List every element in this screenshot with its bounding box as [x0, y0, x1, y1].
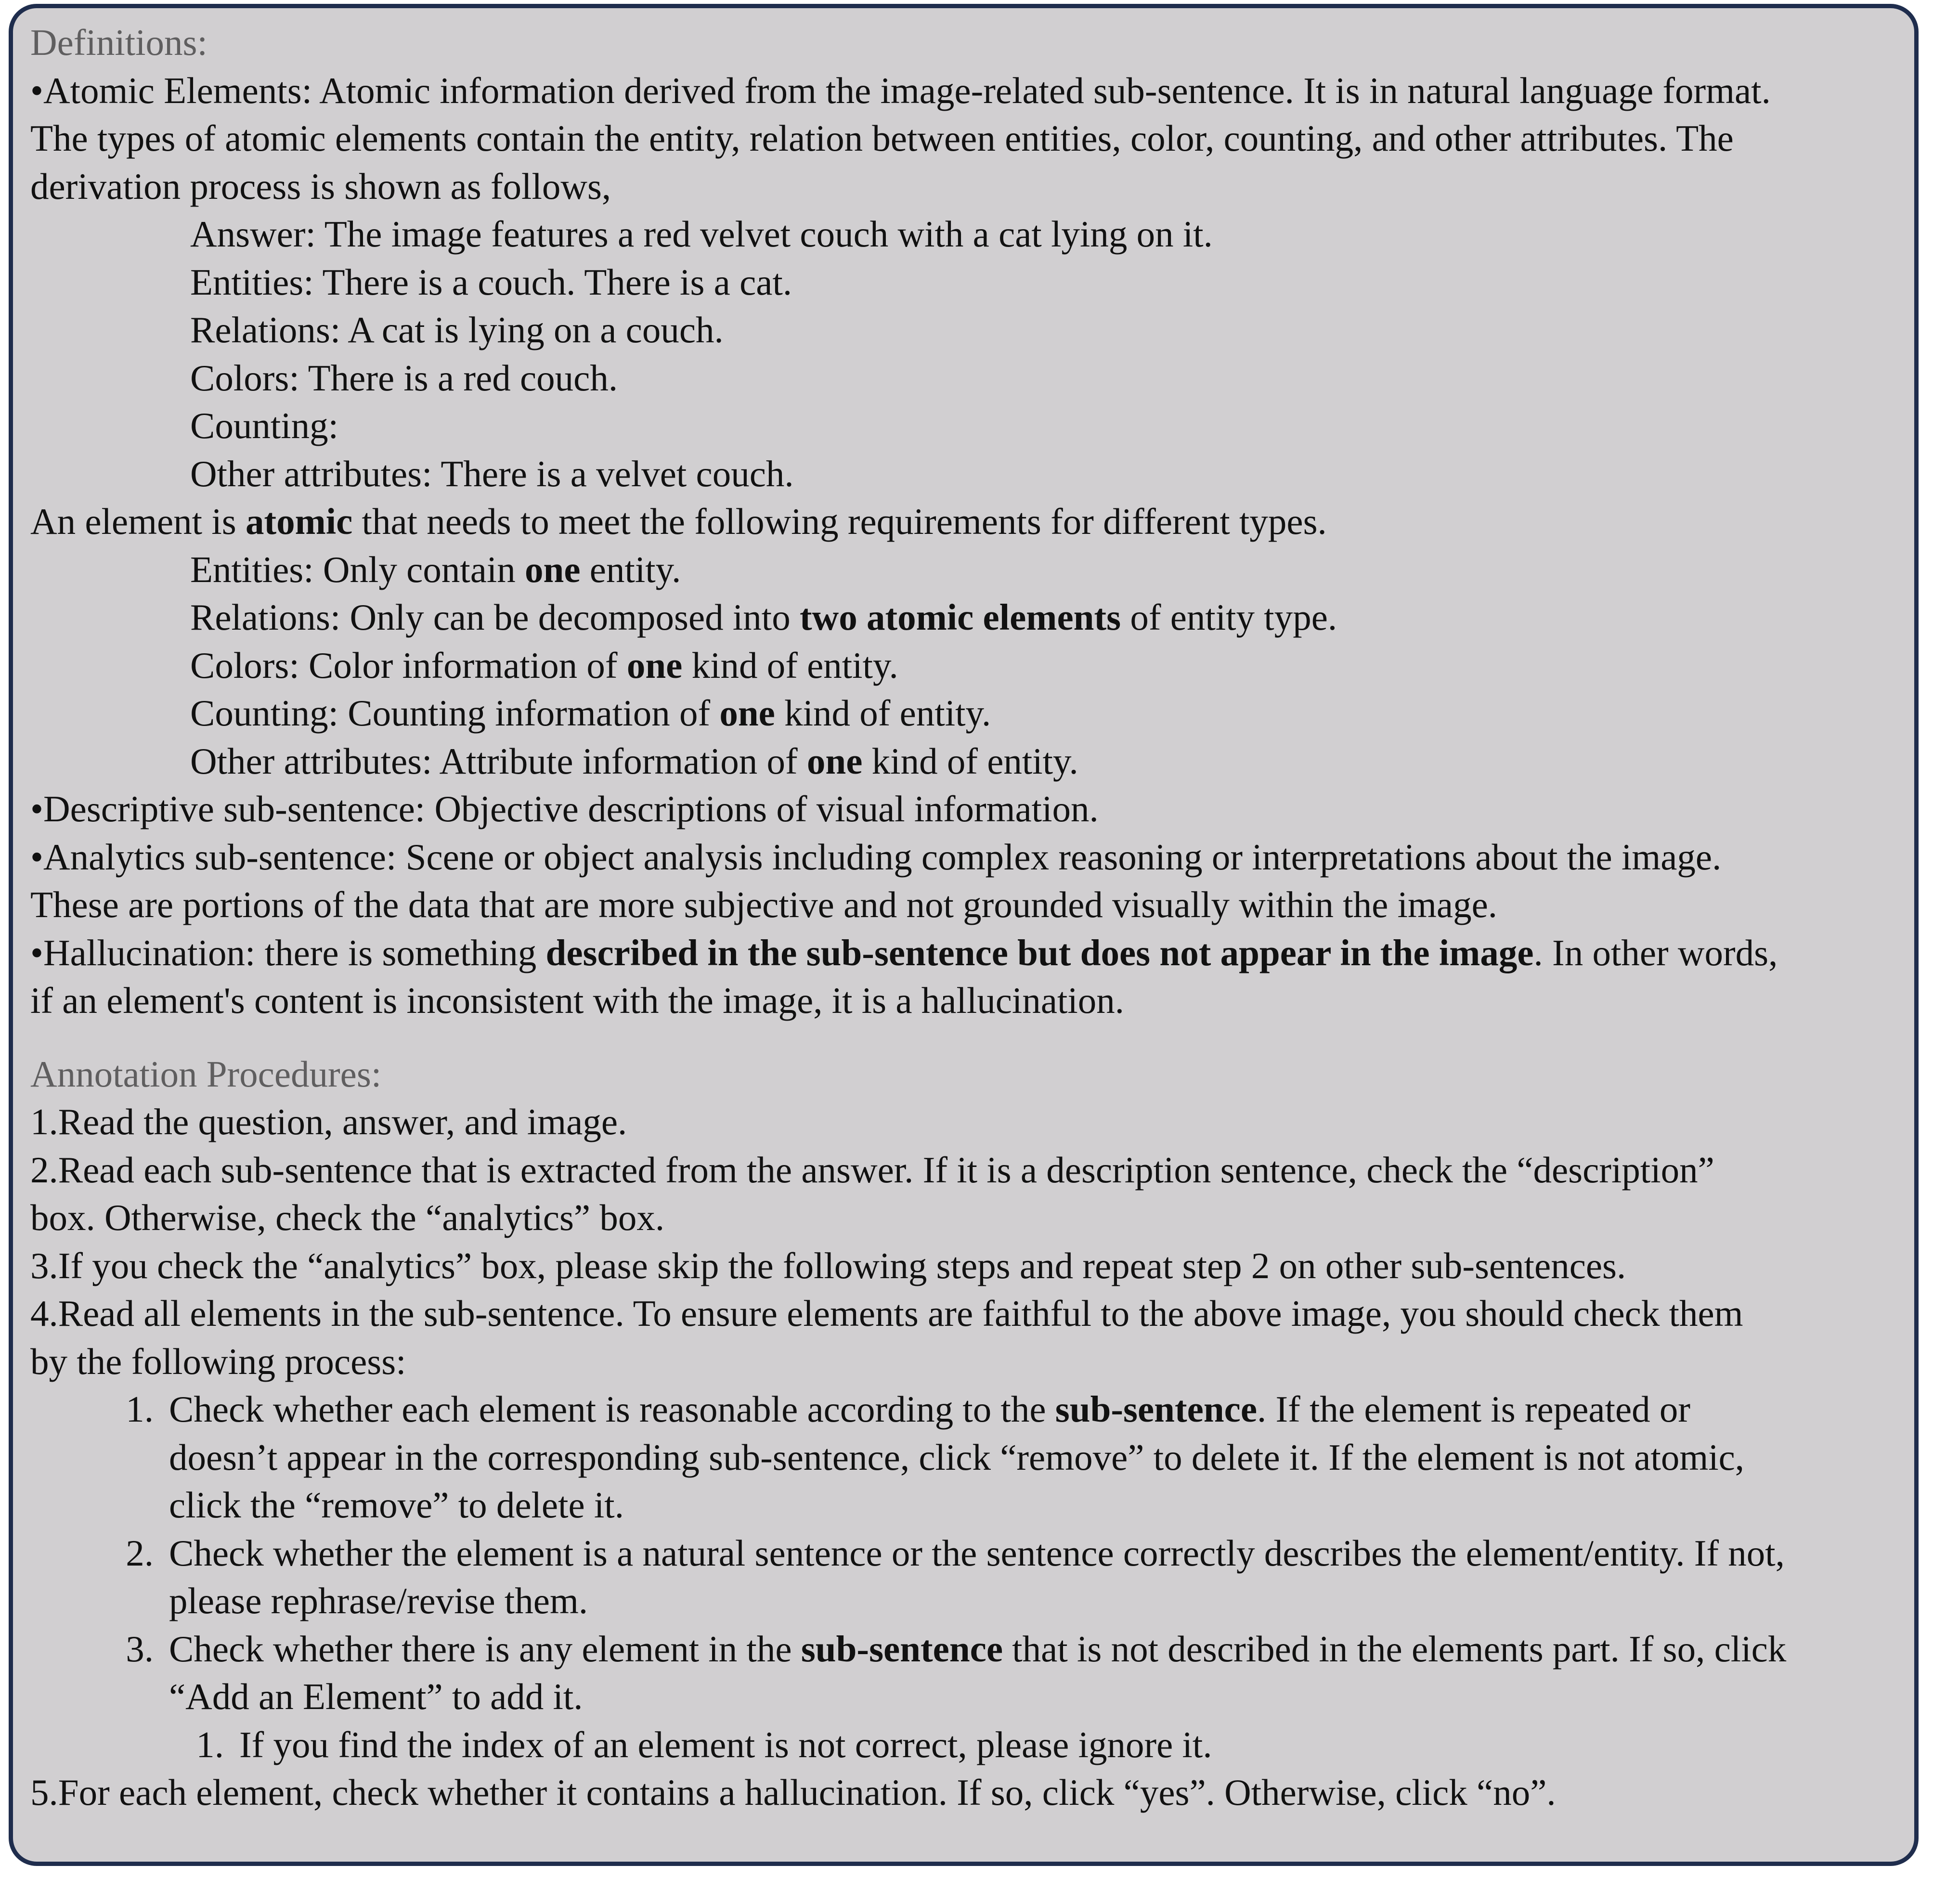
- procedure-step-2-line-1: 2.Read each sub-sentence that is extracted from the answer. If it is a description sentence, check the “description”: [30, 1149, 1714, 1191]
- atomic-elements-line-2: The types of atomic elements contain the entity, relation between entities, color, counting, and other attributes. The: [30, 117, 1734, 159]
- substep-3-line-2: “Add an Element” to add it.: [169, 1676, 583, 1717]
- substep-2: [30, 1529, 1897, 1625]
- substep-2-line-1: Check whether the element is a natural sentence or the sentence correctly describes the element/entity. If not,: [169, 1532, 1785, 1574]
- instructions-panel: [9, 4, 1919, 1866]
- substep-2-marker: 2.: [126, 1532, 154, 1574]
- requirement-counting: Counting: Counting information of one kind of entity.: [190, 692, 991, 734]
- analytics-definition-line-2: These are portions of the data that are more subjective and not grounded visually within the image.: [30, 884, 1497, 925]
- requirement-colors: Colors: Color information of one kind of entity.: [190, 644, 898, 686]
- substep-2-line-2: please rephrase/revise them.: [169, 1580, 588, 1621]
- substep-1-line-1: Check whether each element is reasonable according to the sub-sentence. If the element is repeated or: [169, 1388, 1691, 1430]
- procedure-step-2-line-2: box. Otherwise, check the “analytics” box.: [30, 1197, 665, 1238]
- definitions-title: Definitions:: [30, 22, 208, 63]
- substep-3-1: [30, 1721, 1897, 1769]
- atomic-elements-line-1: •Atomic Elements: Atomic information derived from the image-related sub-sentence. It is in natural language format.: [30, 69, 1771, 111]
- substep-3-1-text: If you find the index of an element is not correct, please ignore it.: [239, 1723, 1212, 1765]
- requirement-other-attributes: Other attributes: Attribute information of one kind of entity.: [190, 740, 1078, 782]
- requirement-entities: Entities: Only contain one entity.: [190, 548, 681, 590]
- substep-3-1-marker: 1.: [196, 1723, 224, 1765]
- substep-1: [30, 1386, 1897, 1529]
- procedure-step-3: 3.If you check the “analytics” box, please skip the following steps and repeat step 2 on other sub-sentences.: [30, 1244, 1626, 1286]
- substep-3: [30, 1625, 1897, 1721]
- requirement-relations: Relations: Only can be decomposed into two atomic elements of entity type.: [190, 596, 1337, 638]
- procedure-step-5: 5.For each element, check whether it contains a hallucination. If so, click “yes”. Otherwise, click “no”.: [30, 1772, 1556, 1813]
- example-relations: Relations: A cat is lying on a couch.: [190, 309, 724, 350]
- substep-3-marker: 3.: [126, 1628, 154, 1670]
- atomic-requirement-intro: An element is atomic that needs to meet the following requirements for different types.: [30, 501, 1327, 542]
- atomic-elements-line-3: derivation process is shown as follows,: [30, 165, 611, 207]
- substep-1-marker: 1.: [126, 1388, 154, 1430]
- substep-3-line-1: Check whether there is any element in the sub-sentence that is not described in the elements part. If so, click: [169, 1628, 1787, 1670]
- substep-1-line-3: click the “remove” to delete it.: [169, 1484, 624, 1526]
- descriptive-definition: •Descriptive sub-sentence: Objective descriptions of visual information.: [30, 788, 1099, 829]
- procedure-step-4-line-2: by the following process:: [30, 1340, 406, 1382]
- example-counting: Counting:: [190, 405, 339, 446]
- procedures-title: Annotation Procedures:: [30, 1053, 382, 1095]
- substep-1-line-2: doesn’t appear in the corresponding sub-sentence, click “remove” to delete it. If the element is not atomic,: [169, 1436, 1745, 1478]
- procedure-step-4-line-1: 4.Read all elements in the sub-sentence. To ensure elements are faithful to the above image, you should check them: [30, 1293, 1743, 1334]
- example-other-attributes: Other attributes: There is a velvet couch.: [190, 453, 794, 494]
- example-answer: Answer: The image features a red velvet couch with a cat lying on it.: [190, 213, 1213, 255]
- example-entities: Entities: There is a couch. There is a cat.: [190, 261, 792, 303]
- procedure-step-1: 1.Read the question, answer, and image.: [30, 1101, 627, 1142]
- hallucination-definition-line-2: if an element's content is inconsistent with the image, it is a hallucination.: [30, 980, 1125, 1021]
- hallucination-definition-line-1: •Hallucination: there is something described in the sub-sentence but does not appear in the image. In other words,: [30, 932, 1778, 973]
- analytics-definition-line-1: •Analytics sub-sentence: Scene or object analysis including complex reasoning or interpretations about the image.: [30, 836, 1722, 878]
- example-colors: Colors: There is a red couch.: [190, 357, 618, 399]
